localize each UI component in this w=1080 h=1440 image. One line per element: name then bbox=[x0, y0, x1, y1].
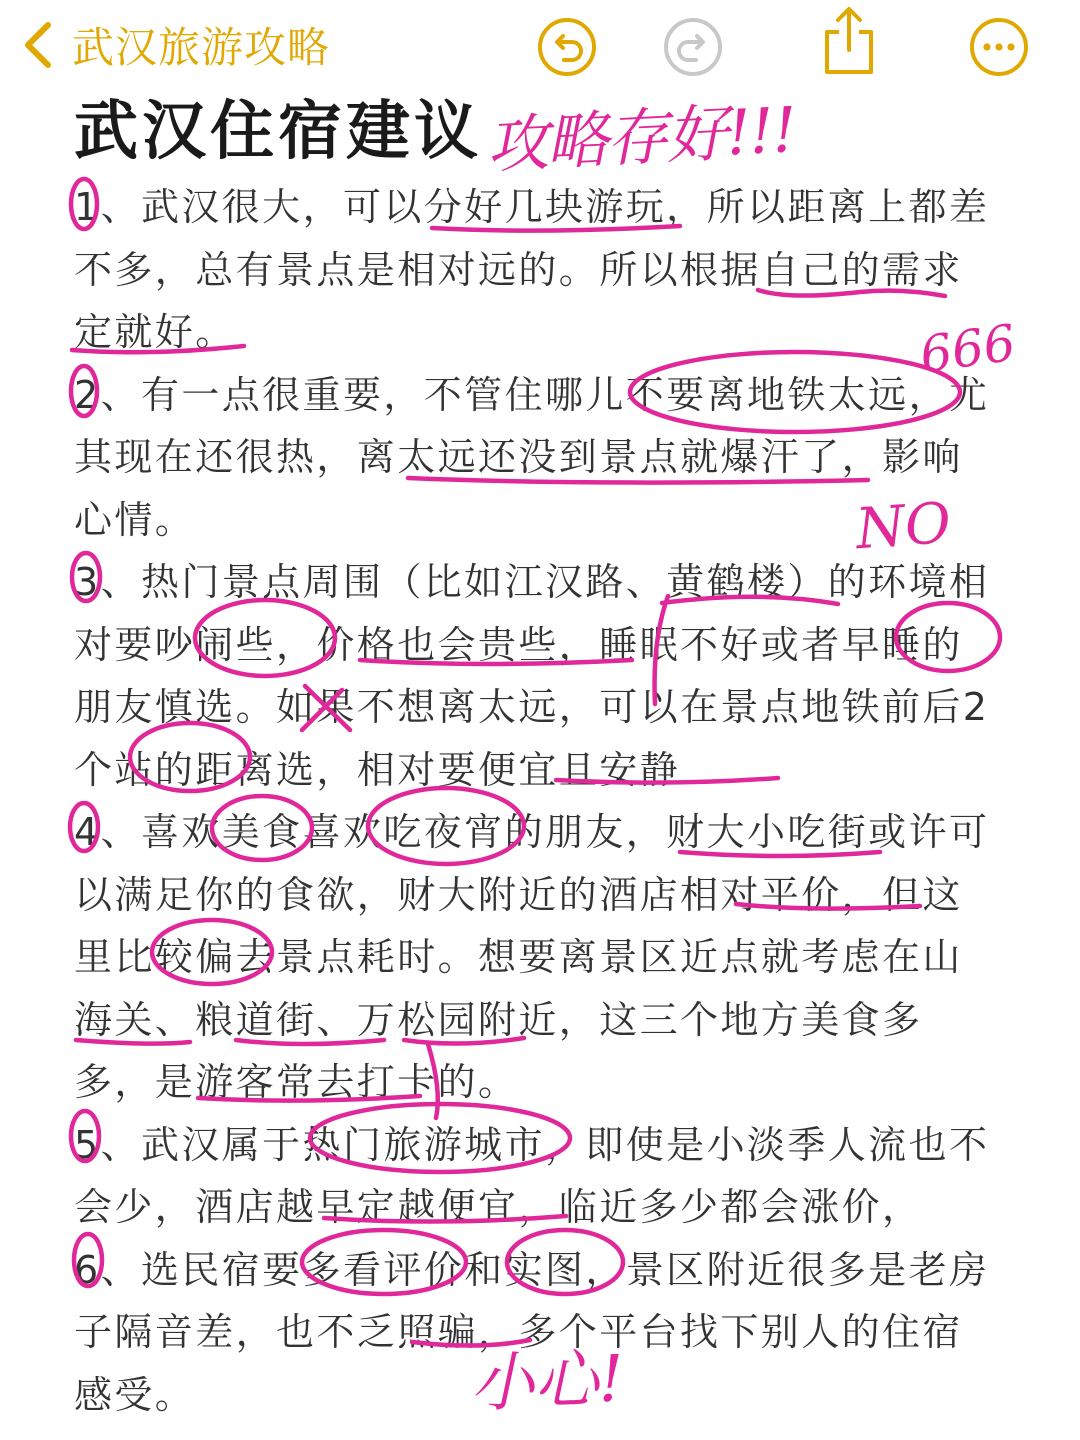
redo-icon bbox=[662, 16, 724, 78]
undo-button[interactable] bbox=[536, 16, 598, 78]
back-label: 武汉旅游攻略 bbox=[72, 23, 331, 72]
more-button[interactable] bbox=[968, 16, 1030, 78]
paragraph-6: 6、选民宿要多看评价和实图，景区附近很多是老房子隔音差，也不乏照骗，多个平台找下别人的住宿感受。 bbox=[74, 1247, 990, 1417]
annotation-666: 666 bbox=[916, 313, 1020, 385]
chevron-left-icon bbox=[18, 19, 58, 71]
paragraph-2: 2、有一点很重要，不管住哪儿不要离地铁太远，尤其现在还很热，离太远还没到景点就爆汗了，影响心情。 bbox=[74, 372, 990, 542]
paragraph-1: 1、武汉很大，可以分好几块游玩，所以距离上都差不多，总有景点是相对远的。所以根据自己的需求定就好。 bbox=[74, 185, 990, 354]
annotation-gonglue: 攻略存好!!! bbox=[484, 92, 797, 183]
paragraph-5: 5、武汉属于热门旅游城市，即使是小淡季人流也不会少，酒店越早定越便宜，临近多少都会涨价， bbox=[74, 1122, 990, 1229]
annotation-no: NO bbox=[853, 490, 954, 563]
paragraph-4: 4、喜欢美食喜欢吃夜宵的朋友，财大小吃街或许可以满足你的食欲，财大附近的酒店相对平价，但这里比较偏去景点耗时。想要离景区近点就考虑在山海关、粮道街、万松园附近，这三个地方美食多多，是游客常去打卡的。 bbox=[74, 810, 990, 1104]
annotation-careful: 小心! bbox=[468, 1342, 626, 1422]
back-button[interactable] bbox=[18, 10, 330, 80]
note-title: 武汉住宿建议 bbox=[74, 95, 482, 169]
navigation-bar bbox=[0, 0, 1080, 92]
more-icon bbox=[968, 16, 1030, 78]
note-body[interactable] bbox=[74, 176, 994, 1426]
redo-button[interactable] bbox=[662, 16, 724, 78]
share-button[interactable] bbox=[818, 6, 880, 76]
undo-icon bbox=[536, 16, 598, 78]
paragraph-3: 3、热门景点周围（比如江汉路、黄鹤楼）的环境相对要吵闹些，价格也会贵些，睡眠不好或者早睡的朋友慎选。如果不想离太远，可以在景点地铁前后2个站的距离选，相对要便宜且安静 bbox=[74, 560, 990, 792]
share-icon bbox=[818, 6, 880, 76]
